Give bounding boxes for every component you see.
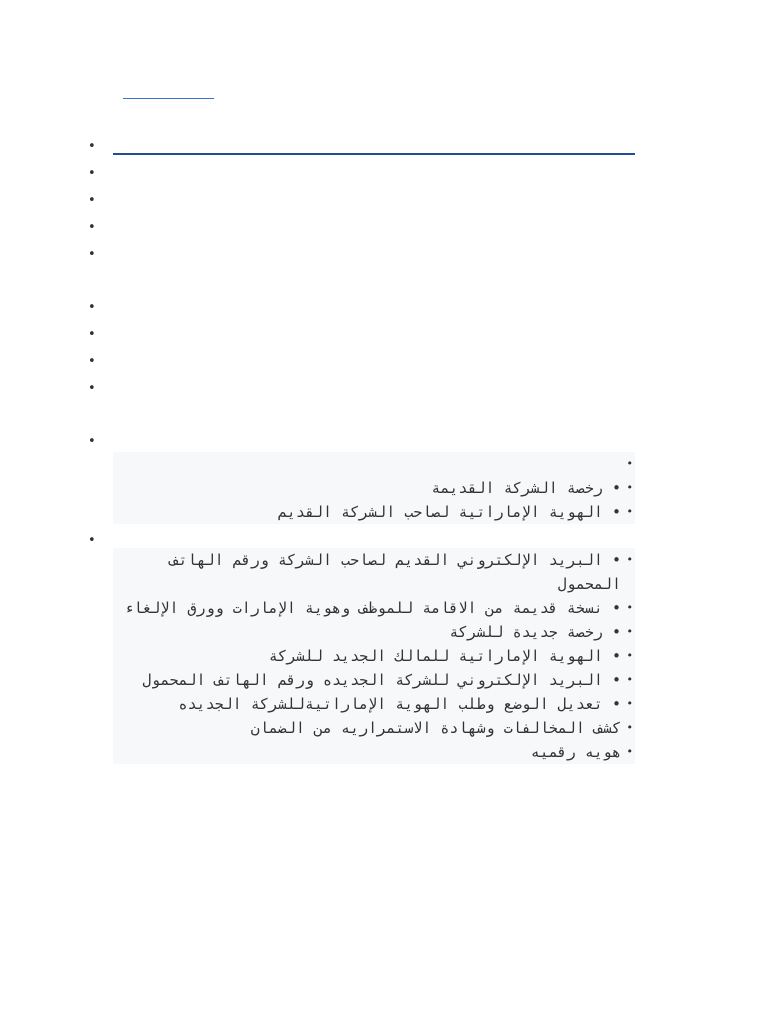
list-item-text: رخصة جديدة للشركة: [449, 623, 603, 641]
list-item-text: رخصة الشركة القديمة: [431, 479, 603, 497]
inner-bullet: •: [611, 599, 621, 617]
list-bullet: •: [88, 166, 96, 181]
list-bullet: •: [88, 193, 96, 208]
item-marker: •: [626, 505, 633, 518]
document-list-1: [113, 452, 635, 524]
inner-bullet: •: [611, 551, 621, 569]
list-item-text: كشف المخالفات وشهادة الاستمراريه من الضمان: [250, 719, 621, 737]
item-marker: •: [626, 601, 633, 614]
list-item-text: البريد الإلكتروني القديم لصاحب الشركة ورقم الهاتف المحمول: [169, 551, 621, 593]
list-item-text: نسخة قديمة من الاقامة للموظف وهوية الإمارات وورق الإلغاء: [124, 599, 603, 617]
list-item: [113, 620, 633, 644]
inner-bullet: •: [611, 695, 621, 713]
list-bullet: •: [88, 247, 96, 262]
inner-bullet: •: [611, 671, 621, 689]
list-bullet: •: [88, 300, 96, 315]
list-item: [113, 740, 633, 764]
item-marker: •: [626, 481, 633, 494]
long-link[interactable]: [113, 153, 635, 155]
item-marker: •: [626, 745, 633, 758]
list-item: [113, 644, 633, 668]
list-bullet: •: [88, 220, 96, 235]
list-bullet: •: [88, 327, 96, 342]
item-marker: •: [626, 553, 633, 566]
item-marker: •: [626, 625, 633, 638]
inner-bullet: •: [611, 479, 621, 497]
list-bullet: •: [88, 381, 96, 396]
inner-bullet: •: [611, 503, 621, 521]
top-link[interactable]: [123, 98, 214, 99]
document-list-2: [113, 548, 635, 764]
item-marker: •: [626, 697, 633, 710]
list-item-text: هويه رقميه: [530, 743, 621, 761]
list-item: [113, 668, 633, 692]
list-bullet: •: [88, 139, 96, 154]
item-marker: •: [626, 457, 633, 470]
list-item: [113, 476, 633, 500]
item-marker: •: [626, 721, 633, 734]
list-item-text: البريد الإلكتروني للشركة الجديده ورقم الهاتف المحمول: [142, 671, 603, 689]
list-item: [113, 452, 633, 476]
list-item: [113, 500, 633, 524]
list-item: [113, 716, 633, 740]
inner-bullet: •: [611, 647, 621, 665]
list-item-text: الهوية الإماراتية لصاحب الشركة القديم: [277, 503, 603, 521]
list-item: [113, 692, 633, 716]
inner-bullet: •: [611, 623, 621, 641]
list-bullet: •: [88, 354, 96, 369]
list-item-text: تعديل الوضع وطلب الهوية الإماراتيةللشركة الجديده: [178, 695, 603, 713]
list-bullet: •: [88, 434, 96, 449]
list-item: [113, 548, 633, 596]
item-marker: •: [626, 673, 633, 686]
list-item-text: الهوية الإماراتية للمالك الجديد للشركة: [268, 647, 603, 665]
list-item: [113, 596, 633, 620]
list-bullet: •: [88, 533, 96, 548]
item-marker: •: [626, 649, 633, 662]
